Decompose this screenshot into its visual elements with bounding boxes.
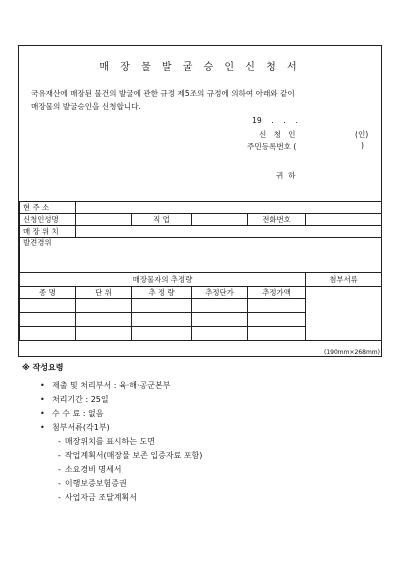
- attachment-item: [22, 463, 202, 477]
- body-line-1: 국유재산에 매장된 물건의 발굴에 관한 규정 제5조의 규정에 의하여 아래와 같이: [31, 89, 295, 98]
- instruction-text: 수 수 료 : 없음: [52, 409, 104, 418]
- instruction-text: 첨부서류(각1부): [52, 423, 110, 432]
- occupation-input[interactable]: [192, 214, 248, 226]
- estimate-cell[interactable]: [192, 299, 248, 313]
- attachments-input[interactable]: [306, 287, 382, 341]
- bullet-icon: •: [40, 409, 45, 418]
- bullet-icon: •: [40, 423, 45, 432]
- attachment-item: [22, 449, 202, 463]
- applicant-label: 신 청 인: [259, 130, 296, 139]
- address-input[interactable]: [76, 202, 382, 214]
- attachment-text: 사업자금 조달계획서: [64, 493, 137, 502]
- estimate-cell[interactable]: [248, 299, 306, 313]
- estimate-header: 매장물자의 추정량: [20, 273, 306, 287]
- estimate-cell[interactable]: [76, 327, 132, 341]
- bullet-icon: •: [40, 381, 45, 390]
- addressee: 귀 하: [276, 171, 296, 180]
- applicant-name-label: 신청인성명: [20, 214, 76, 226]
- attachment-text: 매장위치를 표시하는 도면: [64, 437, 155, 446]
- paper-size: (190mm×268mm): [324, 349, 380, 356]
- phone-label: 전화번호: [248, 214, 306, 226]
- applicant-name-input[interactable]: [76, 214, 132, 226]
- estimate-cell[interactable]: [132, 299, 192, 313]
- attachment-text: 소요경비 명세서: [64, 465, 122, 474]
- instruction-item: [22, 393, 202, 407]
- estimate-cell[interactable]: [132, 313, 192, 327]
- date-field[interactable]: 19 . . .: [252, 116, 298, 125]
- estimate-cell[interactable]: [248, 327, 306, 341]
- dash-icon: -: [58, 451, 61, 460]
- application-form: [18, 45, 382, 357]
- estimate-cell[interactable]: [192, 327, 248, 341]
- form-body-text: [31, 88, 373, 113]
- dash-icon: -: [58, 479, 61, 488]
- instruction-text: 처리기간 : 25일: [52, 395, 109, 404]
- dash-icon: -: [58, 437, 61, 446]
- instructions-heading: ※ 작성요령: [22, 363, 64, 372]
- instruction-item: [22, 407, 202, 421]
- attachment-text: 이행보증보험증권: [64, 479, 127, 488]
- estimate-cell[interactable]: [132, 327, 192, 341]
- estimate-cell[interactable]: [248, 313, 306, 327]
- reg-no-label: 주민등록번호 (: [247, 142, 297, 151]
- col-estimated-value: 추정가액: [248, 287, 306, 299]
- estimate-cell[interactable]: [76, 299, 132, 313]
- col-unit-price: 추정단가: [192, 287, 248, 299]
- form-title: 매 장 물 발 굴 승 인 신 청 서: [99, 62, 301, 73]
- body-line-2: 매장물의 발굴승인을 신청합니다.: [31, 101, 141, 111]
- attachment-item: [22, 477, 202, 491]
- dash-icon: -: [58, 465, 61, 474]
- instructions: [22, 362, 202, 505]
- attachment-item: [22, 435, 202, 449]
- estimate-cell[interactable]: [20, 299, 76, 313]
- discovery-field[interactable]: [20, 238, 382, 273]
- reg-no-close: ): [361, 141, 364, 150]
- instruction-item: [22, 379, 202, 393]
- estimate-cell[interactable]: [192, 313, 248, 327]
- col-unit: 단 위: [76, 287, 132, 299]
- attachments-header: 첨부서류: [306, 273, 382, 287]
- location-input[interactable]: [76, 226, 382, 238]
- estimate-cell[interactable]: [76, 313, 132, 327]
- discovery-label: 발견경위: [23, 238, 52, 247]
- bullet-icon: •: [40, 395, 45, 404]
- instruction-item: [22, 421, 202, 435]
- estimate-cell[interactable]: [20, 313, 76, 327]
- seal-mark: (인): [355, 130, 369, 139]
- attachment-text: 작업계획서(매장물 보존 입증자료 포함): [64, 451, 203, 460]
- location-label: 매 장 위 치: [20, 226, 76, 238]
- estimate-cell[interactable]: [20, 327, 76, 341]
- form-grid: [19, 201, 382, 341]
- occupation-label: 직 업: [132, 214, 192, 226]
- col-item-name: 종 명: [20, 287, 76, 299]
- address-label: 현 주 소: [20, 202, 76, 214]
- col-estimated-qty: 추 정 량: [132, 287, 192, 299]
- phone-input[interactable]: [306, 214, 382, 226]
- dash-icon: -: [58, 493, 61, 502]
- attachment-item: [22, 491, 202, 505]
- instruction-text: 제출 및 처리부서 : 육·해·공군본부: [52, 381, 171, 390]
